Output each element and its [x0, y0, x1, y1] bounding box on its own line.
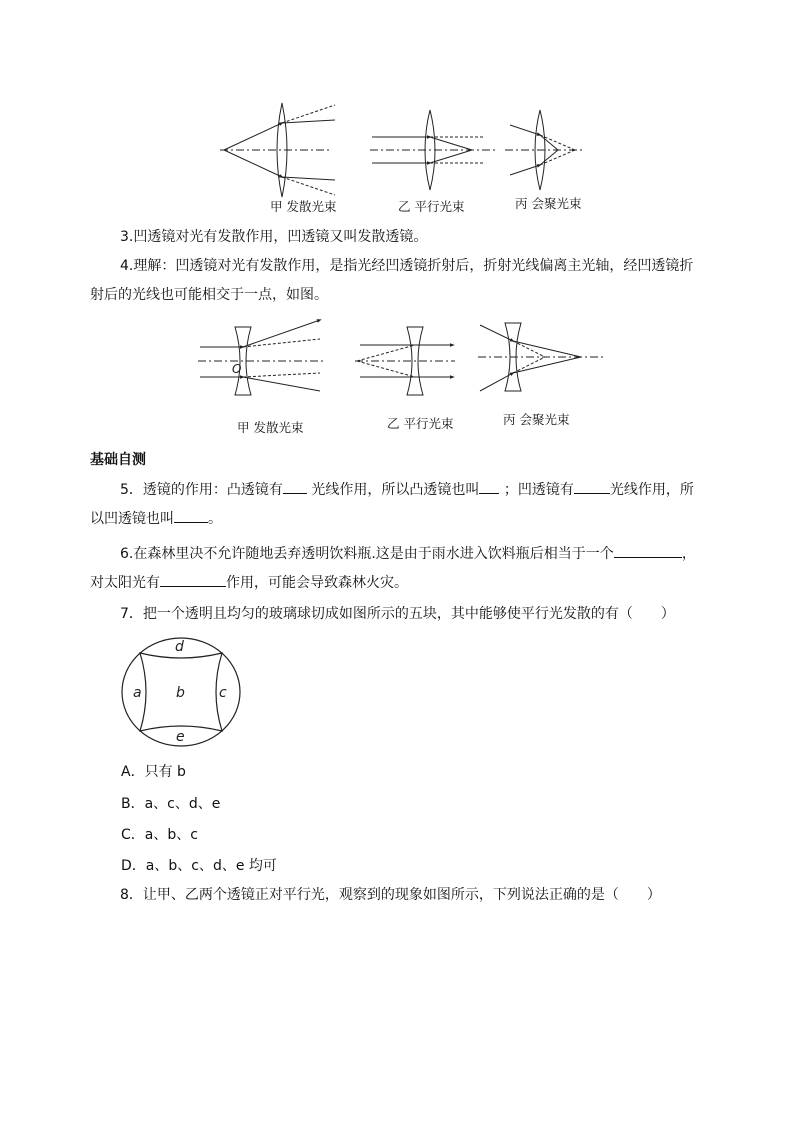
q5-blank-3[interactable] [574, 478, 610, 494]
question-6-line-2: 对太阳光有 作用，可能会导致森林火灾。 [90, 569, 720, 598]
figure1-caption-2: 乙 平行光束 [398, 199, 465, 214]
section-title: 基础自测 [90, 452, 146, 468]
option-a[interactable]: A．只有 b [121, 764, 186, 780]
convex-diverging-diagram [220, 103, 335, 197]
concave-diverging-diagram [198, 320, 323, 395]
glass-ball-figure [120, 636, 242, 748]
figure2-caption-1: 甲 发散光束 [237, 420, 304, 435]
label-a: a [133, 685, 142, 701]
concave-lens-figure [195, 315, 605, 405]
paragraph-4-line-2: 射后的光线也可能相交于一点，如图。 [90, 287, 328, 303]
figure1-caption-1: 甲 发散光束 [270, 199, 337, 214]
q6-blank-1[interactable] [614, 542, 682, 558]
q5-blank-2[interactable] [479, 478, 499, 494]
q5-blank-1[interactable] [283, 478, 307, 494]
question-7-stem: 7．把一个透明且均匀的玻璃球切成如图所示的五块，其中能够使平行光发散的有（ ） [120, 606, 675, 622]
figure2-caption-2: 乙 平行光束 [387, 416, 454, 431]
label-d: d [175, 639, 184, 655]
label-b: b [176, 685, 185, 701]
paragraph-3: 3.凹透镜对光有发散作用，凹透镜又叫发散透镜。 [120, 229, 428, 245]
question-5: 5．透镜的作用：凸透镜有 光线作用，所以凸透镜也叫 ；凹透镜有 光线作用，所 [90, 476, 720, 505]
question-6: 6.在森林里决不允许随地丢弃透明饮料瓶.这是由于雨水进入饮料瓶后相当于一个 ， [90, 540, 720, 569]
convex-parallel-diagram [370, 110, 495, 190]
figure1-caption-3: 丙 会聚光束 [515, 196, 582, 211]
label-c: c [219, 685, 227, 701]
concave-converging-diagram [478, 323, 603, 391]
label-e: e [176, 729, 185, 745]
question-5-line-2: 以凹透镜也叫 。 [90, 505, 720, 534]
paragraph-4-line-1: 4.理解：凹透镜对光有发散作用，是指光经凹透镜折射后，折射光线偏离主光轴，经凹透镜折 [120, 258, 694, 274]
q5-blank-4[interactable] [174, 507, 208, 523]
question-8-stem: 8．让甲、乙两个透镜正对平行光，观察到的现象如图所示，下列说法正确的是（ ） [120, 887, 661, 903]
focal-point-label: O [232, 362, 242, 376]
figure2-caption-3: 丙 会聚光束 [503, 412, 570, 427]
option-c[interactable]: C．a、b、c [121, 827, 198, 843]
option-b[interactable]: B．a、c、d、e [121, 796, 221, 812]
concave-parallel-diagram [355, 327, 455, 395]
convex-converging-diagram [505, 110, 585, 190]
option-d[interactable]: D．a、b、c、d、e 均可 [121, 858, 277, 874]
q6-blank-2[interactable] [160, 571, 226, 587]
